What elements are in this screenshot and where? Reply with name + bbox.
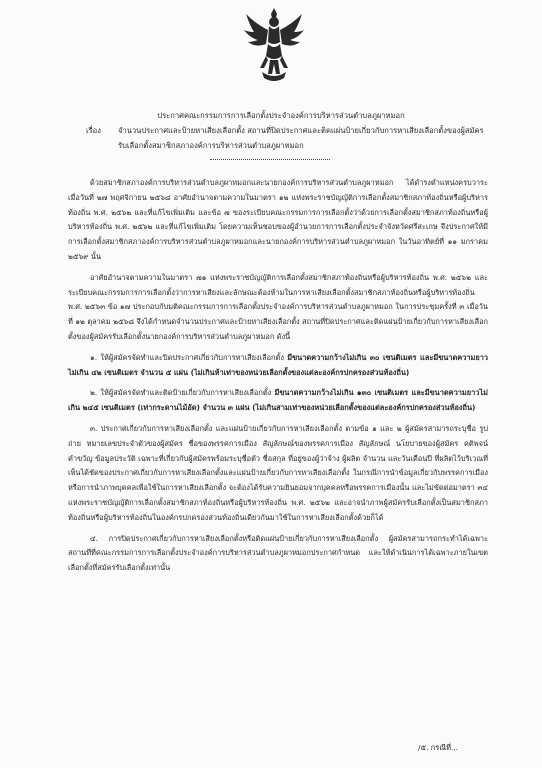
list-item-2-text: ๒. ให้ผู้สมัครจัดทำและติดป้ายเกี่ยวกับการหาเสียงเลือกตั้ง (90, 388, 275, 398)
list-item-1-bold: มีขนาดความกว้างไม่เกิน ๓๐ เซนติเมตร และมีขนาดความยาวไม่เกิน ๔๒ เซนติเมตร จำนวน ๕ แผ่น (ไม่เกินห้าเท่าของหน่วยเลือกตั้งของแต่ละองค์กรปกครองส่วนท้องถิ่น) (68, 352, 488, 377)
announcement-body (68, 176, 488, 582)
list-item-4-text: ๔. การปิดประกาศเกี่ยวกับการหาเสียงเลือกตั้งหรือติดแผ่นป้ายเกี่ยวกับการหาเสียงเลือกตั้ง ผู้สมัครสามารถกระทำได้เฉพาะสถานที่ที่คณะกรรมการการเลือกตั้งประจำองค์การบริหารส่วนตำบลภูผาหมอกประกาศกำหนด และให้ดำเนินการได้เฉพาะภายในเขตเลือกตั้งที่สมัครรับเลือกตั้งเท่านั้น (68, 533, 488, 573)
page-continuation: /๕. กรณีที่... (418, 743, 459, 752)
paragraph-authority: อาศัยอำนาจตามความในมาตรา ๗๑ แห่งพระราชบัญญัติการเลือกตั้งสมาชิกสภาท้องถิ่นหรือผู้บริหารท้องถิ่น พ.ศ. ๒๕๖๒ และระเบียบคณะกรรมการการเลือกตั้งว่าการหาเสียงและลักษณะต้องห้ามในการหาเสียงเลือกตั้งสมาชิกสภาท้องถิ่นหรือผู้บริหารท้องถิ่น พ.ศ. ๒๕๖๓ ข้อ ๑๗ ประกอบกับมติคณะกรรมการการเลือกตั้งประจำองค์การบริหารส่วนตำบลภูผาหมอก ในการประชุมครั้งที่ ๓ เมื่อวันที่ ๑๒ ตุลาคม ๒๕๖๘ จึงได้กำหนดจำนวนประกาศและป้ายหาเสียงเลือกตั้ง สถานที่ปิดประกาศและติดแผ่นป้ายเกี่ยวกับการหาเสียงเลือกตั้งของผู้สมัครรับเลือกตั้งนายกองค์การบริหารส่วนตำบลภูผาหมอก ดังนี้ (68, 272, 488, 341)
list-item-3 (68, 422, 488, 526)
dotted-divider (210, 159, 330, 160)
list-item-3-text: ๓. ประกาศเกี่ยวกับการหาเสียงเลือกตั้ง และแผ่นป้ายเกี่ยวกับการหาเสียงเลือกตั้ง ตามข้อ ๑ และ ๒ ผู้สมัครสามารถระบุชื่อ รูปถ่าย หมายเลขประจำตัวของผู้สมัคร ชื่อของพรรคการเมือง สัญลักษณ์ของพรรคการเมือง สัญลักษณ์ นโยบายของผู้สมัคร คติพจน์ คำขวัญ ข้อมูลประวัติ เฉพาะที่เกี่ยวกับผู้สมัครพร้อมระบุชื่อตัว ชื่อสกุล ที่อยู่ของผู้ว่าจ้าง ผู้ผลิต จำนวน และวันเดือนปี ที่ผลิตไว้บริเวณที่เห็นได้ชัดของประกาศเกี่ยวกับการหาเสียงเลือกตั้งและแผ่นป้ายเกี่ยวกับการหาเสียงเลือกตั้ง ในกรณีการนำข้อมูลเกี่ยวกับพรรคการเมืองหรือการนำภาพบุคคลเพื่อใช้ในการหาเสียงเลือกตั้ง จะต้องได้รับความยินยอมจากบุคคลหรือพรรคการเมืองนั้น และไม่ขัดต่อมาตรา ๓๔ แห่งพระราชบัญญัติการเลือกตั้งสมาชิกสภาท้องถิ่นหรือผู้บริหารท้องถิ่น พ.ศ. ๒๕๖๒ และอาจนำภาพผู้สมัครรับเลือกตั้งเป็นสมาชิกสภาท้องถิ่นหรือผู้บริหารท้องถิ่นในองค์กรปกครองส่วนท้องถิ่นเดียวกันมาใช้ในการหาเสียงเลือกตั้งด้วยก็ได้ (68, 423, 488, 522)
announcement-title: ประกาศคณะกรรมการการเลือกตั้งประจำองค์การบริหารส่วนตำบลภูผาหมอก (157, 111, 405, 120)
list-item-4 (68, 532, 488, 576)
garuda-emblem-icon (242, 6, 306, 84)
announcement-header (86, 108, 486, 153)
announcement-subject (86, 123, 486, 153)
list-item-1-text: ๑. ให้ผู้สมัครจัดทำและปิดประกาศเกี่ยวกับการหาเสียงเลือกตั้ง (90, 352, 288, 362)
subject-text: จำนวนประกาศและป้ายหาเสียงเลือกตั้ง สถานที่ปิดประกาศและติดแผ่นป้ายเกี่ยวกับการหาเสียงเลือกตั้งของผู้สมัครรับเลือกตั้งสมาชิกสภาองค์การบริหารส่วนตำบลภูผาหมอก (118, 126, 484, 150)
subject-label: เรื่อง (86, 126, 101, 135)
list-item-2 (68, 386, 488, 416)
paragraph-preamble: ด้วยสมาชิกสภาองค์การบริหารส่วนตำบลภูผาหมอกและนายกองค์การบริหารส่วนตำบลภูผาหมอก ได้ดำรงตำแหน่งครบวาระ เมื่อวันที่ ๒๗ พฤศจิกายน ๒๕๖๘ อาศัยอำนาจตามความในมาตรา ๑๒ แห่งพระราชบัญญัติการเลือกตั้งสมาชิกสภาท้องถิ่นหรือผู้บริหารท้องถิ่น พ.ศ. ๒๕๖๒ และที่แก้ไขเพิ่มเติม และข้อ ๗ ของระเบียบคณะกรรมการการเลือกตั้งว่าด้วยการเลือกตั้งสมาชิกสภาท้องถิ่นหรือผู้บริหารท้องถิ่น พ.ศ. ๒๕๖๒ และที่แก้ไขเพิ่มเติม โดยความเห็นชอบของผู้อำนวยการการเลือกตั้งประจำจังหวัดศรีสะเกษ จึงประกาศให้มีการเลือกตั้งสมาชิกสภาองค์การบริหารส่วนตำบลภูผาหมอกและนายกองค์การบริหารส่วนตำบลภูผาหมอก ในวันอาทิตย์ที่ ๑๑ มกราคม ๒๕๖๙ นั้น (68, 178, 488, 261)
list-item-1 (68, 351, 488, 381)
list-item-2-bold: มีขนาดความกว้างไม่เกิน ๑๓๐ เซนติเมตร และมีขนาดความยาวไม่เกิน ๒๔๕ เซนติเมตร (เท่ากระดานไม้อัด) จำนวน ๓ แผ่น (ไม่เกินสามเท่าของหน่วยเลือกตั้งของแต่ละองค์กรปกครองส่วนท้องถิ่น) (68, 388, 489, 413)
